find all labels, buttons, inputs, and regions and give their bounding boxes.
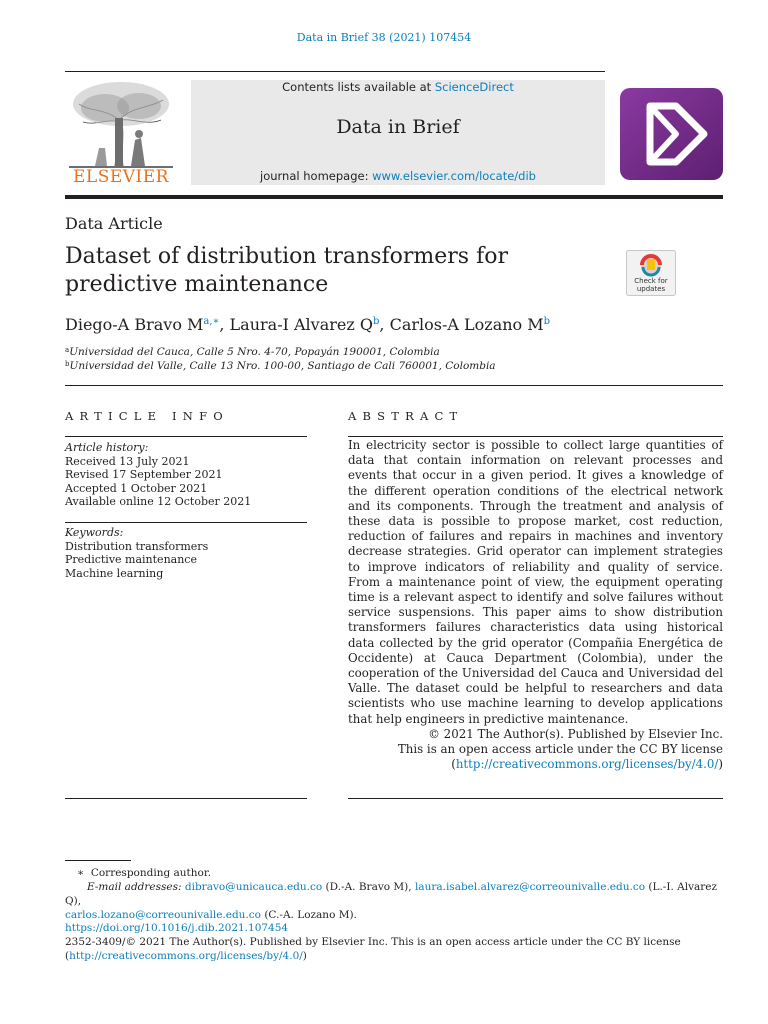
author-affiliation-marker[interactable]: a,∗: [203, 316, 220, 327]
affiliation-b-marker: b: [65, 360, 70, 368]
article-history: [65, 441, 251, 509]
email-link[interactable]: laura.isabel.alvarez@correounivalle.edu.co: [414, 881, 646, 893]
author-name: Laura-I Alvarez Q: [229, 315, 373, 334]
issn-line: 2352-3409/© 2021 The Author(s). Published by Elsevier Inc. This is an open access article under the CC BY license: [65, 936, 681, 948]
check-updates-label: [626, 277, 676, 293]
bottom-block: [65, 921, 723, 963]
author-name: Carlos-A Lozano M: [389, 315, 544, 334]
journal-name: Data in Brief: [336, 116, 460, 138]
abstract-copyright: © 2021 The Author(s). Published by Elsevier Inc.: [428, 726, 723, 741]
check-updates-line-2: updates: [636, 285, 666, 293]
history-item: Received 13 July 2021: [65, 454, 190, 468]
right-bottom-rule: [348, 798, 723, 799]
contents-prefix: Contents lists available at: [282, 80, 435, 94]
history-label: Article history:: [65, 441, 149, 454]
abstract: [348, 438, 723, 772]
footnote-rule: [65, 860, 131, 861]
footer-license-close: ): [302, 950, 307, 962]
author-separator: ,: [379, 315, 390, 334]
corresponding-author-note: [65, 866, 723, 880]
author-name: Diego-A Bravo M: [65, 315, 204, 334]
license-open-paren: (: [451, 757, 456, 772]
article-title: [65, 243, 605, 299]
doi-link[interactable]: https://doi.org/10.1016/j.dib.2021.107454: [65, 922, 289, 934]
top-rule: [65, 71, 605, 72]
title-line-2: predictive maintenance: [65, 272, 329, 297]
email-label: E-mail addresses:: [87, 881, 182, 893]
authors-line: [65, 315, 550, 334]
check-for-updates-badge[interactable]: [626, 250, 676, 296]
footer-license-line: [65, 949, 723, 963]
title-line-1: Dataset of distribution transformers for: [65, 244, 508, 269]
affiliation-a-marker: a: [65, 346, 70, 354]
affiliation-a: [65, 346, 440, 358]
keywords-rule: [65, 522, 307, 523]
homepage-line: [191, 169, 605, 183]
title-divider: [65, 385, 723, 386]
email-link[interactable]: dibravo@unicauca.edu.co: [184, 881, 323, 893]
corresponding-author-text: Corresponding author.: [90, 867, 212, 879]
footnotes: [65, 866, 723, 922]
footer-license-open: (: [65, 950, 70, 962]
history-item: Accepted 1 October 2021: [65, 481, 208, 495]
author-affiliation-marker[interactable]: b: [543, 316, 551, 327]
email-link[interactable]: carlos.lozano@correounivalle.edu.co: [65, 909, 261, 921]
abstract-license-line: This is an open access article under the CC BY license: [397, 742, 723, 757]
license-close-paren: ): [718, 757, 723, 772]
email-addresses: [65, 880, 723, 922]
email-owner: (D.-A. Bravo M),: [322, 881, 415, 893]
history-item: Revised 17 September 2021: [65, 468, 223, 482]
email-owner: (L.-I. Alvarez Q),: [65, 881, 718, 907]
keyword-item: Machine learning: [65, 566, 164, 580]
homepage-prefix: journal homepage:: [260, 169, 373, 183]
elsevier-wordmark: ELSEVIER: [73, 167, 169, 187]
masthead-rule: [65, 195, 723, 199]
contents-line: [191, 80, 605, 94]
homepage-link[interactable]: www.elsevier.com/locate/dib: [372, 169, 536, 183]
abstract-text: In electricity sector is possible to collect large quantities of data that contain information on relevant processes and events that occur in a given period. It gives a knowledge of the different operation conditions of the electrical network and its components. Through the treatment and analysis of these data is possible to propose market, cost reduction, reduction of failures and repairs in machines and inventory decrease strategies. Grid operator can implement strategies to improve indicators of reliability and quality of service. From a maintenance point of view, the equipment operating time is a relevant aspect to identify and solve failures without service suspensions. This paper aims to show distribution transformers failures characteristics data using historical data collected by the grid operator (Compañia Energética de Occidente) at Cauca Department (Colombia), under the cooperation of the Universidad del Cauca and Universidad del Valle. The dataset could be helpful to researchers and data scientists who use machine learning to develop applications that help engineers in predictive maintenance.: [348, 438, 723, 726]
keywords-label: Keywords:: [65, 526, 124, 539]
abstract-license-url-line: [348, 757, 723, 772]
author-separator: ,: [219, 315, 230, 334]
keywords: [65, 526, 208, 580]
keyword-item: Distribution transformers: [65, 539, 209, 553]
history-item: Available online 12 October 2021: [65, 495, 252, 509]
footer-license-link[interactable]: http://creativecommons.org/licenses/by/4.0/: [69, 950, 303, 962]
affiliation-b-text: Universidad del Valle, Calle 13 Nro. 100-00, Santiago de Cali 760001, Colombia: [69, 360, 496, 372]
affiliation-b: [65, 360, 496, 372]
keyword-item: Predictive maintenance: [65, 553, 197, 567]
abstract-heading: ABSTRACT: [348, 409, 464, 423]
data-in-brief-logo: [620, 88, 723, 180]
footnote-star: ∗: [77, 867, 85, 879]
abstract-rule: [348, 436, 723, 437]
left-bottom-rule: [65, 798, 307, 799]
author-affiliation-marker[interactable]: b: [373, 316, 380, 327]
running-head[interactable]: Data in Brief 38 (2021) 107454: [296, 31, 472, 44]
check-updates-line-1: Check for: [634, 277, 668, 285]
article-type: Data Article: [65, 214, 163, 233]
email-owner: (C.-A. Lozano M).: [260, 909, 357, 921]
affiliation-a-text: Universidad del Cauca, Calle 5 Nro. 4-70, Popayán 190001, Colombia: [69, 346, 440, 358]
article-info-heading: ARTICLE INFO: [65, 409, 229, 423]
article-info-rule: [65, 436, 307, 437]
abstract-license-link[interactable]: http://creativecommons.org/licenses/by/4.0/: [455, 757, 719, 772]
sciencedirect-link[interactable]: ScienceDirect: [434, 80, 514, 94]
